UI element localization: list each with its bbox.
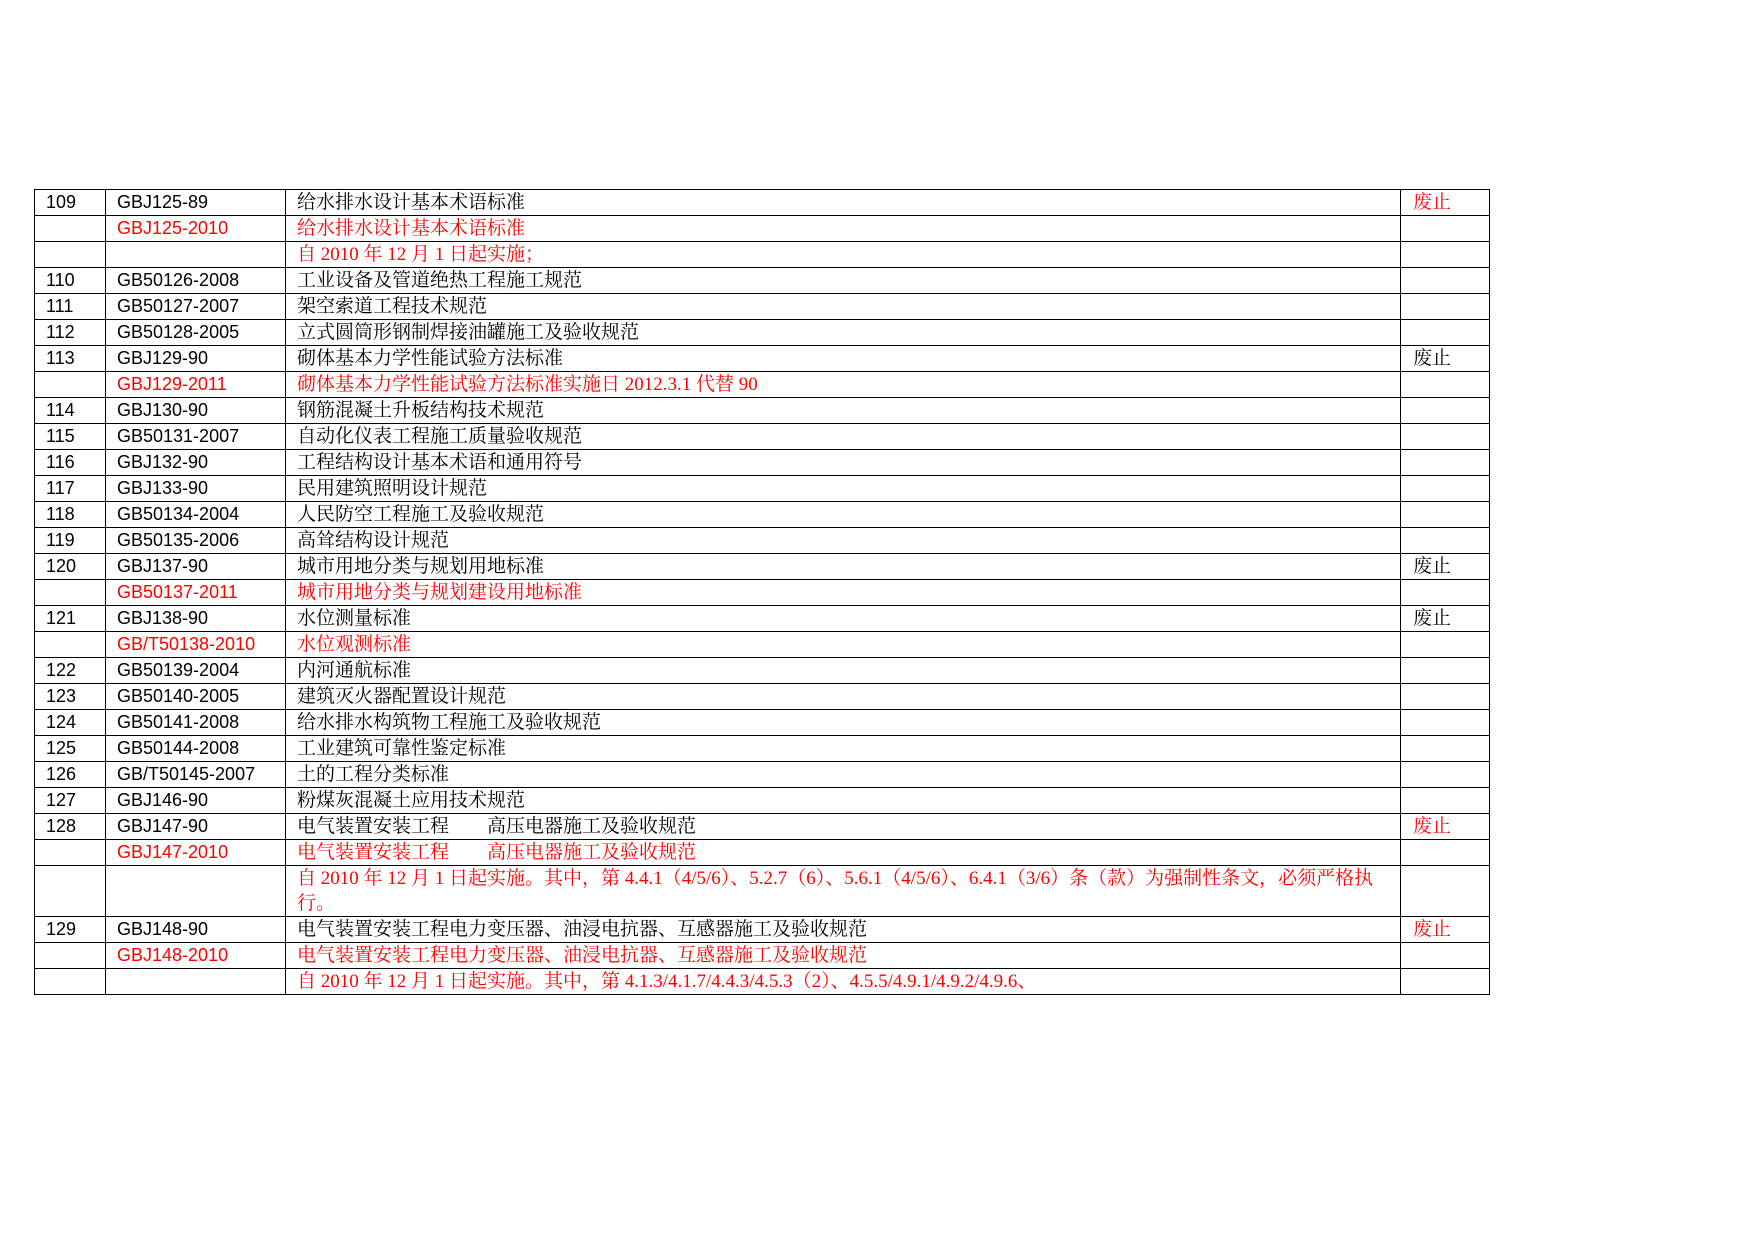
status-cell [1401,424,1490,450]
standard-code-cell: GBJ133-90 [106,476,286,502]
standards-table [34,189,1490,995]
standard-name-cell: 工业建筑可靠性鉴定标准 [286,736,1401,762]
table-row [35,943,1490,969]
status-cell [1401,580,1490,606]
status-cell [1401,528,1490,554]
standard-code-cell: GBJ147-90 [106,814,286,840]
status-cell: 废止 [1401,554,1490,580]
table-row [35,320,1490,346]
row-number-cell [35,242,106,268]
table-row [35,476,1490,502]
status-cell [1401,684,1490,710]
table-row [35,606,1490,632]
status-cell [1401,216,1490,242]
row-number-cell: 129 [35,917,106,943]
table-row [35,268,1490,294]
row-number-cell [35,372,106,398]
standard-code-cell: GBJ148-90 [106,917,286,943]
standard-code-cell: GB50141-2008 [106,710,286,736]
standard-code-cell: GBJ137-90 [106,554,286,580]
standard-name-cell: 自 2010 年 12 月 1 日起实施。其中，第 4.4.1（4/5/6）、5.2.7（6）、5.6.1（4/5/6）、6.4.1（3/6）条（款）为强制性条文，必须严格执行。 [286,866,1401,917]
table-row [35,840,1490,866]
row-number-cell [35,969,106,995]
status-cell [1401,242,1490,268]
row-number-cell [35,840,106,866]
status-cell: 废止 [1401,346,1490,372]
standard-code-cell: GB50140-2005 [106,684,286,710]
table-row [35,866,1490,917]
standard-name-cell: 工程结构设计基本术语和通用符号 [286,450,1401,476]
row-number-cell: 109 [35,190,106,216]
standard-code-cell: GBJ147-2010 [106,840,286,866]
table-row [35,658,1490,684]
standard-name-cell: 建筑灭火器配置设计规范 [286,684,1401,710]
status-cell: 废止 [1401,190,1490,216]
table-row [35,632,1490,658]
row-number-cell [35,943,106,969]
standards-table-body [35,190,1490,995]
row-number-cell [35,216,106,242]
standard-name-cell: 自 2010 年 12 月 1 日起实施； [286,242,1401,268]
standard-name-cell: 城市用地分类与规划建设用地标准 [286,580,1401,606]
table-row [35,762,1490,788]
standard-code-cell: GB50139-2004 [106,658,286,684]
standard-code-cell: GBJ125-89 [106,190,286,216]
standard-name-cell: 内河通航标准 [286,658,1401,684]
standard-name-cell: 给水排水设计基本术语标准 [286,216,1401,242]
table-row [35,736,1490,762]
status-cell [1401,788,1490,814]
standard-name-cell: 土的工程分类标准 [286,762,1401,788]
standard-code-cell: GBJ148-2010 [106,943,286,969]
standard-code-cell: GBJ130-90 [106,398,286,424]
row-number-cell: 120 [35,554,106,580]
status-cell [1401,632,1490,658]
standard-name-cell: 自 2010 年 12 月 1 日起实施。其中，第 4.1.3/4.1.7/4.4.3/4.5.3（2）、4.5.5/4.9.1/4.9.2/4.9.6、 [286,969,1401,995]
standard-code-cell: GB50126-2008 [106,268,286,294]
status-cell [1401,294,1490,320]
standard-name-cell: 工业设备及管道绝热工程施工规范 [286,268,1401,294]
standard-code-cell [106,242,286,268]
table-row [35,684,1490,710]
row-number-cell: 115 [35,424,106,450]
table-row [35,424,1490,450]
status-cell [1401,969,1490,995]
standard-name-cell: 电气装置安装工程电力变压器、油浸电抗器、互感器施工及验收规范 [286,917,1401,943]
status-cell: 废止 [1401,814,1490,840]
table-row [35,502,1490,528]
table-row [35,190,1490,216]
row-number-cell: 126 [35,762,106,788]
standard-code-cell: GB50135-2006 [106,528,286,554]
standard-name-cell: 城市用地分类与规划用地标准 [286,554,1401,580]
status-cell [1401,502,1490,528]
table-row [35,372,1490,398]
standard-code-cell [106,866,286,917]
status-cell [1401,320,1490,346]
standard-name-cell: 给水排水设计基本术语标准 [286,190,1401,216]
table-row [35,788,1490,814]
table-row [35,398,1490,424]
standard-name-cell: 砌体基本力学性能试验方法标准 [286,346,1401,372]
status-cell [1401,710,1490,736]
standard-name-cell: 自动化仪表工程施工质量验收规范 [286,424,1401,450]
table-row [35,346,1490,372]
standard-code-cell: GB50137-2011 [106,580,286,606]
row-number-cell: 125 [35,736,106,762]
standard-name-cell: 粉煤灰混凝土应用技术规范 [286,788,1401,814]
row-number-cell: 122 [35,658,106,684]
row-number-cell: 116 [35,450,106,476]
status-cell: 废止 [1401,606,1490,632]
status-cell [1401,866,1490,917]
row-number-cell [35,580,106,606]
standard-name-cell: 电气装置安装工程 高压电器施工及验收规范 [286,814,1401,840]
standard-code-cell: GB50131-2007 [106,424,286,450]
table-row [35,294,1490,320]
standard-code-cell: GBJ132-90 [106,450,286,476]
status-cell [1401,658,1490,684]
standard-name-cell: 民用建筑照明设计规范 [286,476,1401,502]
standard-code-cell: GBJ125-2010 [106,216,286,242]
status-cell: 废止 [1401,917,1490,943]
status-cell [1401,943,1490,969]
row-number-cell: 119 [35,528,106,554]
row-number-cell: 112 [35,320,106,346]
table-row [35,242,1490,268]
row-number-cell: 111 [35,294,106,320]
table-row [35,450,1490,476]
status-cell [1401,476,1490,502]
standard-code-cell: GB50128-2005 [106,320,286,346]
status-cell [1401,398,1490,424]
standard-code-cell: GBJ129-90 [106,346,286,372]
standard-code-cell: GBJ146-90 [106,788,286,814]
row-number-cell: 121 [35,606,106,632]
standard-code-cell: GB/T50145-2007 [106,762,286,788]
row-number-cell: 124 [35,710,106,736]
standard-name-cell: 水位观测标准 [286,632,1401,658]
standard-code-cell: GBJ138-90 [106,606,286,632]
standard-code-cell: GBJ129-2011 [106,372,286,398]
row-number-cell: 128 [35,814,106,840]
status-cell [1401,840,1490,866]
row-number-cell: 114 [35,398,106,424]
standard-code-cell [106,969,286,995]
row-number-cell: 118 [35,502,106,528]
table-row [35,216,1490,242]
standard-name-cell: 人民防空工程施工及验收规范 [286,502,1401,528]
status-cell [1401,736,1490,762]
table-row [35,710,1490,736]
row-number-cell: 113 [35,346,106,372]
row-number-cell: 123 [35,684,106,710]
standard-name-cell: 架空索道工程技术规范 [286,294,1401,320]
standard-code-cell: GB50127-2007 [106,294,286,320]
standard-code-cell: GB50134-2004 [106,502,286,528]
status-cell [1401,450,1490,476]
standard-name-cell: 电气装置安装工程 高压电器施工及验收规范 [286,840,1401,866]
standard-name-cell: 高耸结构设计规范 [286,528,1401,554]
status-cell [1401,762,1490,788]
standard-name-cell: 给水排水构筑物工程施工及验收规范 [286,710,1401,736]
status-cell [1401,372,1490,398]
standard-code-cell: GB/T50138-2010 [106,632,286,658]
standard-name-cell: 电气装置安装工程电力变压器、油浸电抗器、互感器施工及验收规范 [286,943,1401,969]
row-number-cell: 110 [35,268,106,294]
standard-name-cell: 砌体基本力学性能试验方法标准实施日 2012.3.1 代替 90 [286,372,1401,398]
standard-code-cell: GB50144-2008 [106,736,286,762]
row-number-cell: 117 [35,476,106,502]
row-number-cell [35,632,106,658]
table-row [35,528,1490,554]
table-row [35,814,1490,840]
row-number-cell [35,866,106,917]
table-row [35,917,1490,943]
status-cell [1401,268,1490,294]
table-row [35,969,1490,995]
table-row [35,580,1490,606]
standard-name-cell: 钢筋混凝土升板结构技术规范 [286,398,1401,424]
standard-name-cell: 立式圆筒形钢制焊接油罐施工及验收规范 [286,320,1401,346]
table-row [35,554,1490,580]
row-number-cell: 127 [35,788,106,814]
standard-name-cell: 水位测量标准 [286,606,1401,632]
